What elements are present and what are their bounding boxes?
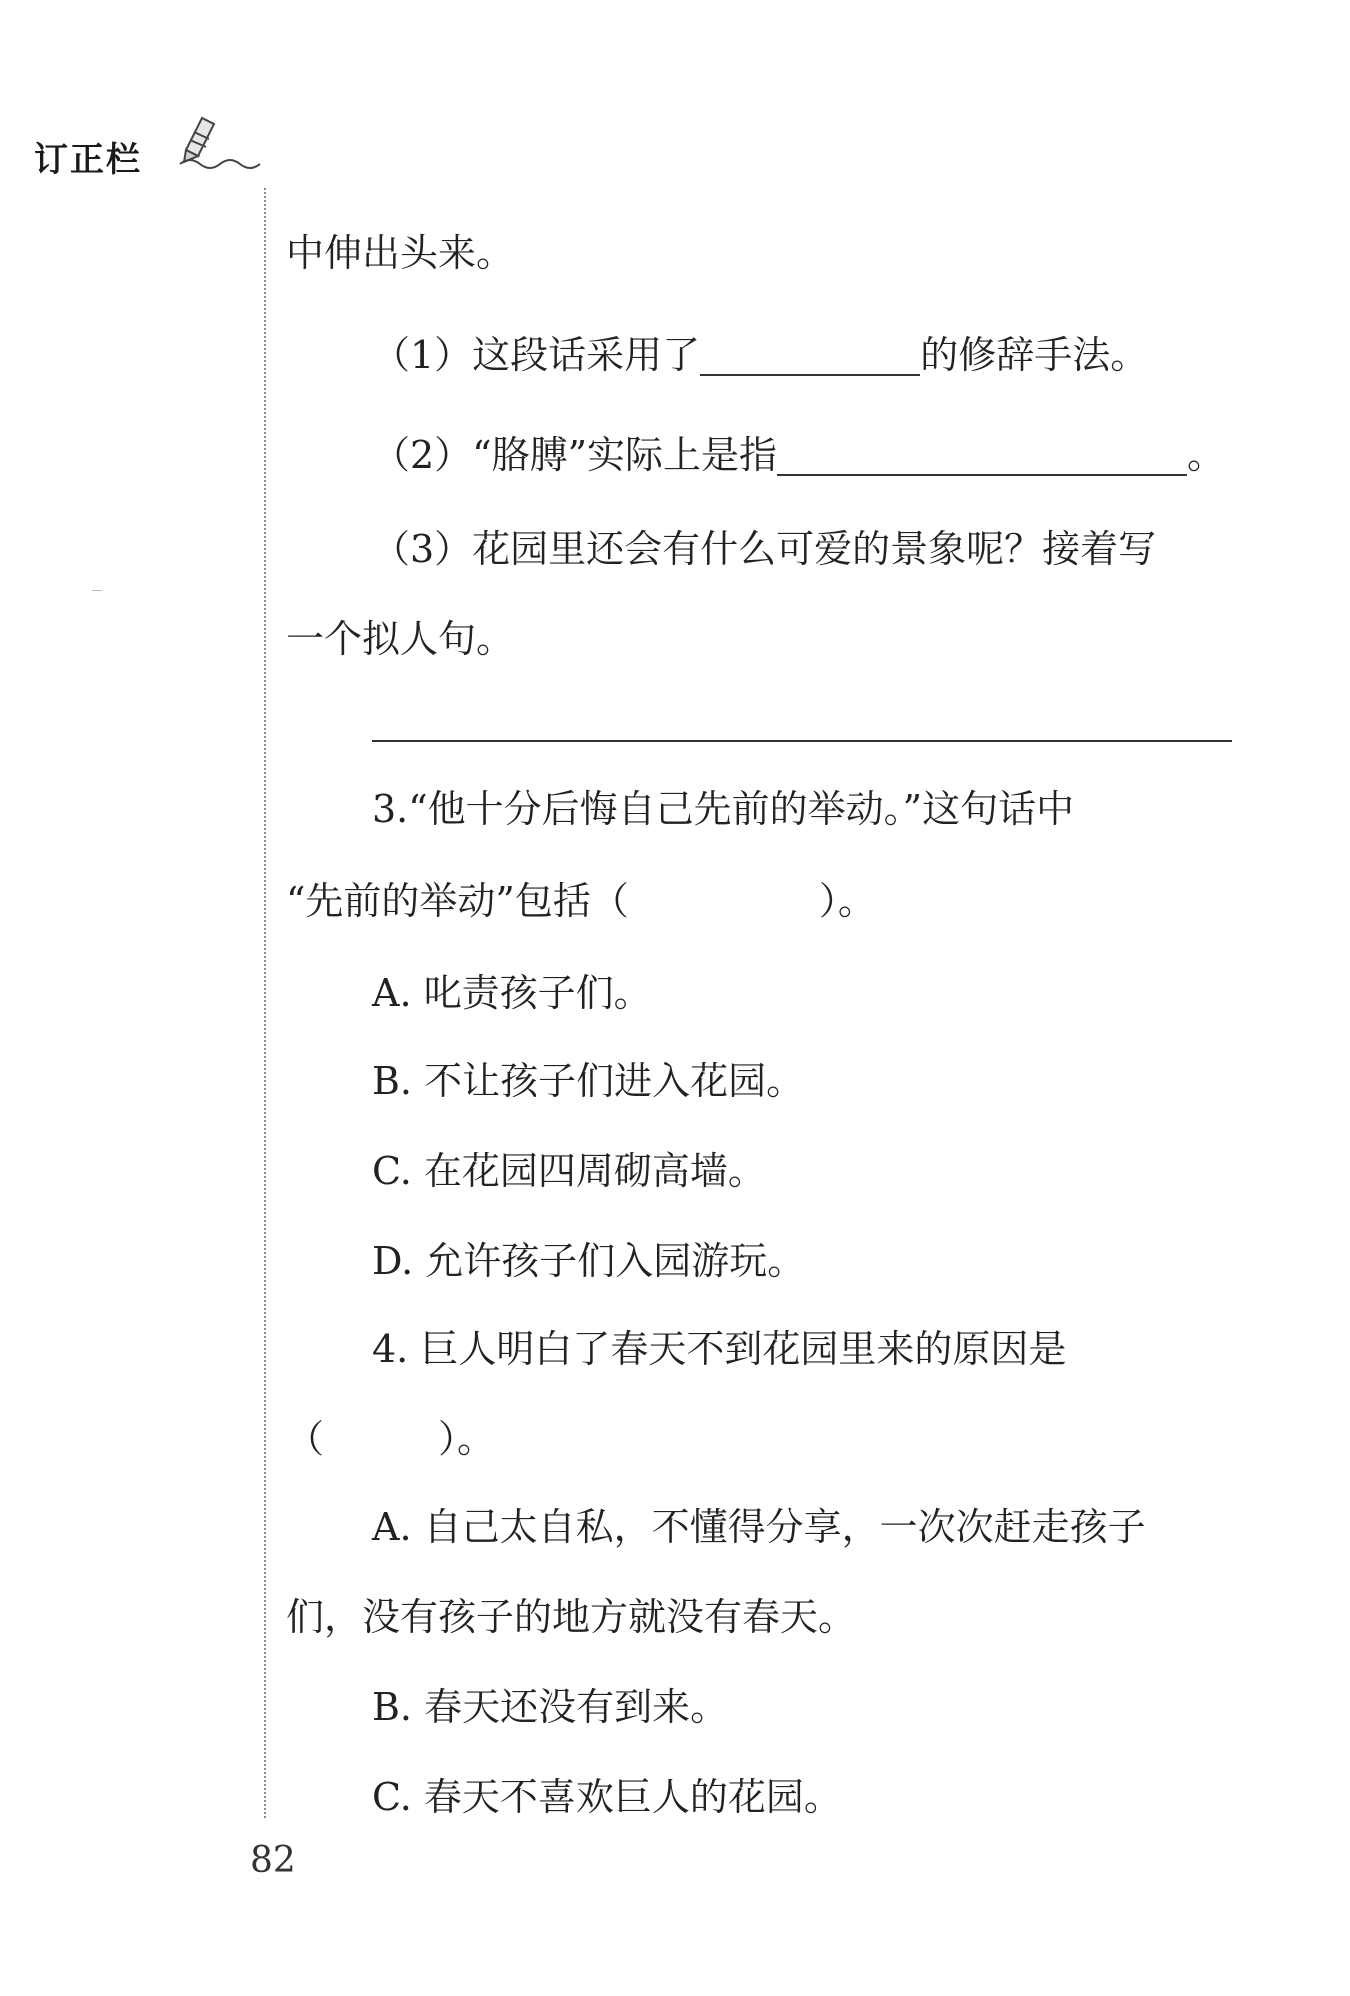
option-b: B. 春天还没有到来。	[372, 1685, 729, 1729]
margin-mark	[92, 590, 102, 591]
margin-divider	[264, 188, 266, 1818]
question-1-suffix: 的修辞手法。	[920, 333, 1149, 377]
page-number: 82	[250, 1840, 296, 1881]
option-c: C. 春天不喜欢巨人的花园。	[372, 1775, 842, 1819]
pencil-icon	[172, 110, 262, 170]
question-1	[372, 330, 1148, 380]
answer-blank[interactable]	[777, 434, 1187, 476]
problem-3-line-1: 3.“他十分后悔自己先前的举动。”这句话中	[372, 787, 1075, 831]
answer-line[interactable]	[372, 740, 1232, 742]
text-line: 中伸出头来。	[286, 231, 515, 275]
correction-column-title: 订正栏	[34, 140, 142, 180]
option-a: A. 叱责孩子们。	[372, 971, 652, 1015]
answer-blank[interactable]	[700, 334, 920, 376]
problem-4-line-1: 4. 巨人明白了春天不到花园里来的原因是	[372, 1327, 1067, 1371]
question-2-text: （2）“胳膊”实际上是指	[372, 433, 778, 477]
question-1-text: （1）这段话采用了	[372, 333, 701, 377]
option-a: A. 自己太自私，不懂得分享，一次次赶走孩子	[372, 1505, 1146, 1549]
problem-4-line-2: （ ）。	[286, 1417, 496, 1461]
option-b: B. 不让孩子们进入花园。	[372, 1059, 805, 1103]
option-c: C. 在花园四周砌高墙。	[372, 1149, 766, 1193]
question-3-line-1: （3）花园里还会有什么可爱的景象呢？接着写	[372, 527, 1157, 571]
question-3-line-2: 一个拟人句。	[286, 617, 515, 661]
question-2-suffix: 。	[1187, 433, 1226, 477]
problem-3-line-2: “先前的举动”包括（ ）。	[286, 879, 876, 923]
option-d: D. 允许孩子们入园游玩。	[372, 1239, 806, 1283]
question-2	[372, 430, 1225, 480]
option-a-continued: 们，没有孩子的地方就没有春天。	[286, 1595, 857, 1639]
